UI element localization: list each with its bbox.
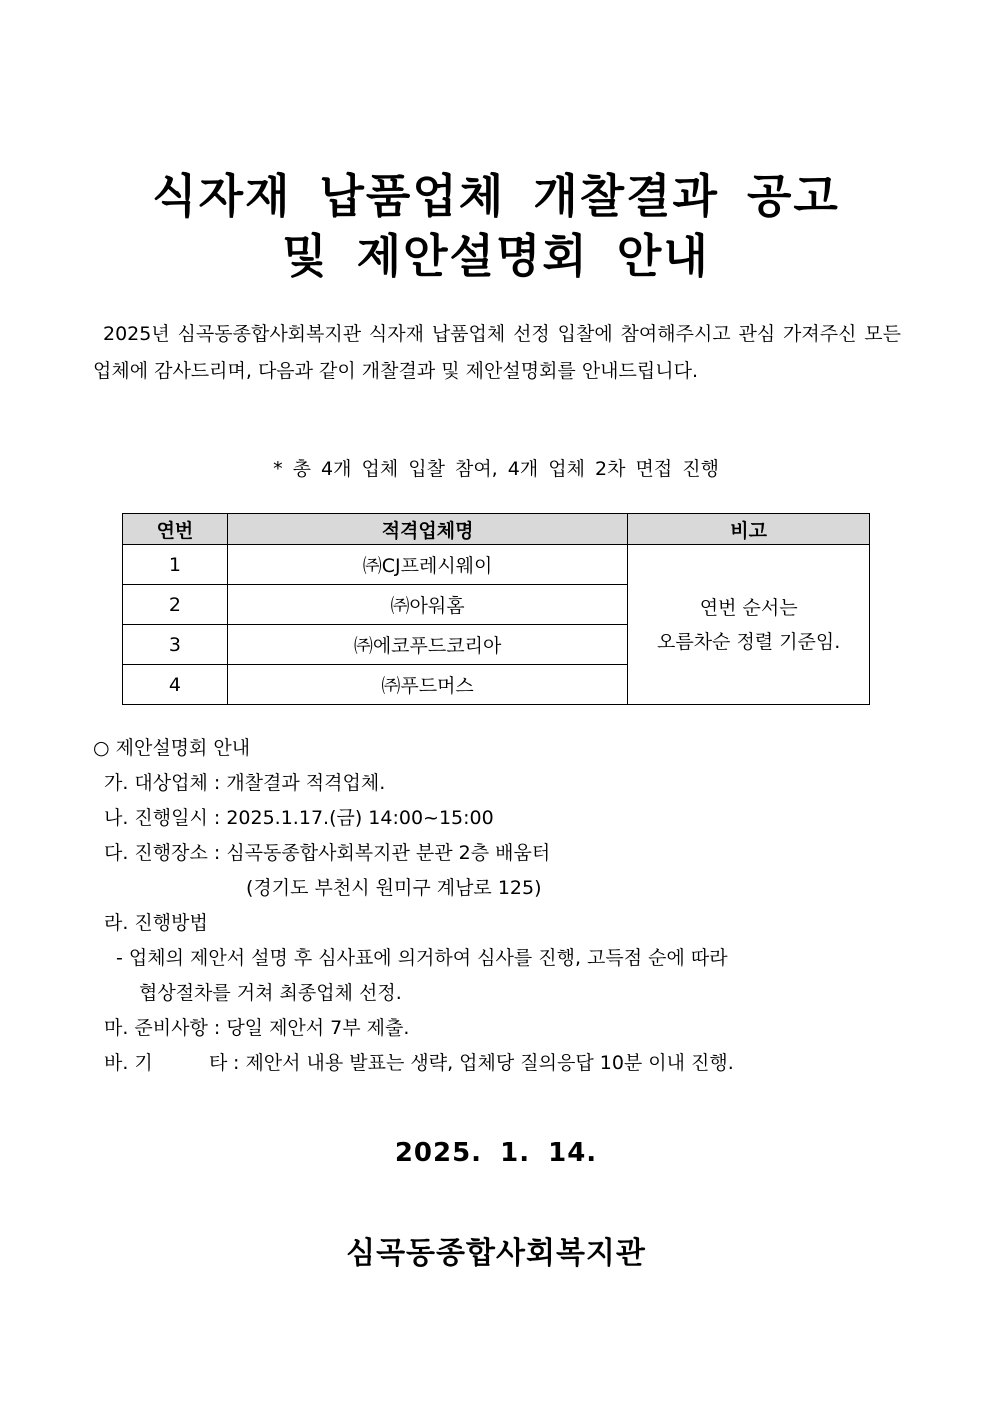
organization-name: 심곡동종합사회복지관	[346, 1236, 646, 1271]
briefing-preparation: 마. 준비사항 : 당일 제안서 7부 제출.	[104, 1017, 410, 1039]
title-line-1: 식자재 납품업체 개찰결과 공고	[152, 169, 840, 223]
briefing-method-heading: 라. 진행방법	[104, 912, 208, 934]
row-no: 2	[123, 585, 228, 625]
briefing-venue: 다. 진행장소 : 심곡동종합사회복지관 분관 2층 배움터	[104, 842, 551, 864]
briefing-heading: ○ 제안설명회 안내	[93, 737, 251, 759]
briefing-etc-label-end: 타	[209, 1052, 228, 1074]
header-no: 연번	[123, 514, 228, 545]
briefing-target: 가. 대상업체 : 개찰결과 적격업체.	[104, 772, 386, 794]
remark-line-2: 오름차순 정렬 기준임.	[656, 630, 841, 653]
title-line-2: 및 제안설명회 안내	[282, 229, 710, 283]
row-vendor-name: ㈜아워홈	[227, 585, 627, 625]
briefing-etc-label: 바. 기	[104, 1052, 153, 1074]
qualified-vendors-table	[122, 513, 870, 705]
row-no: 4	[123, 665, 228, 705]
row-vendor-name: ㈜CJ프레시웨이	[227, 545, 627, 585]
briefing-etc-text: : 제안서 내용 발표는 생략, 업체당 질의응답 10분 이내 진행.	[233, 1052, 734, 1074]
briefing-datetime: 나. 진행일시 : 2025.1.17.(금) 14:00~15:00	[104, 807, 494, 829]
participation-note: * 총 4개 업체 입찰 참여, 4개 업체 2차 면접 진행	[273, 458, 719, 480]
remark-cell	[628, 545, 870, 705]
briefing-method-line-2: 협상절차를 거쳐 최종업체 선정.	[139, 982, 402, 1004]
header-vendor-name: 적격업체명	[227, 514, 627, 545]
announcement-date: 2025. 1. 14.	[394, 1138, 598, 1168]
row-no: 1	[123, 545, 228, 585]
row-vendor-name: ㈜푸드머스	[227, 665, 627, 705]
row-vendor-name: ㈜에코푸드코리아	[227, 625, 627, 665]
remark-line-1: 연번 순서는	[699, 596, 798, 619]
table-header-row	[123, 514, 870, 545]
briefing-address: (경기도 부천시 원미구 계남로 125)	[246, 877, 542, 899]
header-remark: 비고	[628, 514, 870, 545]
table-row	[123, 545, 870, 585]
intro-paragraph: 2025년 심곡동종합사회복지관 식자재 납품업체 선정 입찰에 참여해주시고 관심 가져주신 모든 업체에 감사드리며, 다음과 같이 개찰결과 및 제안설명회를 안내드립니다.	[93, 323, 901, 382]
row-no: 3	[123, 625, 228, 665]
briefing-method-line-1: - 업체의 제안서 설명 후 심사표에 의거하여 심사를 진행, 고득점 순에 따라	[116, 947, 728, 969]
